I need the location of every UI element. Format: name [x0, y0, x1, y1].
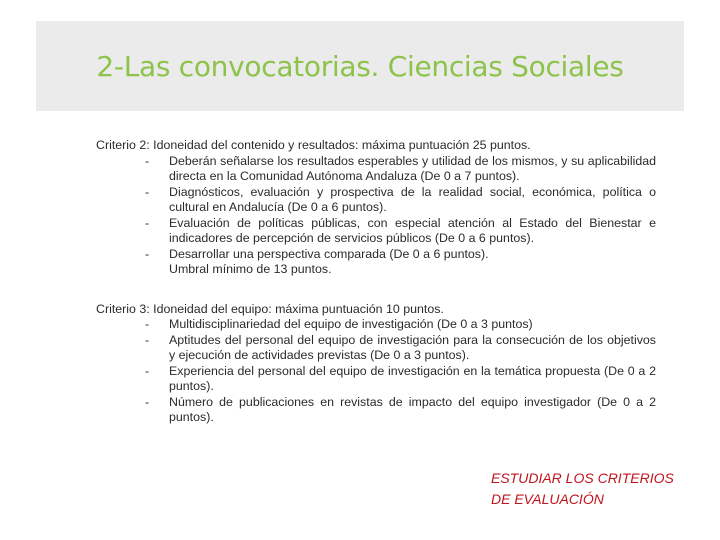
list-item	[96, 395, 656, 426]
list-item	[96, 364, 656, 395]
dash-bullet: -	[145, 332, 150, 347]
slide-title: 2-Las convocatorias. Ciencias Sociales	[96, 49, 624, 83]
list-item	[96, 317, 656, 333]
list-item	[96, 185, 656, 216]
list-item	[96, 247, 656, 263]
list-item	[96, 333, 656, 364]
title-band	[36, 21, 684, 111]
list-item-text: Aptitudes del personal del equipo de investigación para la consecución de los objetivos y ejecución de actividades previstas (De 0 a 3 puntos).	[169, 332, 656, 362]
dash-bullet: -	[145, 394, 150, 409]
dash-bullet: -	[145, 363, 150, 378]
criteria-document	[96, 138, 656, 426]
list-item-text: Diagnósticos, evaluación y prospectiva de la realidad social, económica, política o cultural en Andalucía (De 0 a 6 puntos).	[169, 184, 656, 214]
note-line-2: DE EVALUACIÓN	[491, 491, 604, 507]
list-item	[96, 216, 656, 247]
note-line-1: ESTUDIAR LOS CRITERIOS	[491, 470, 674, 486]
dash-bullet: -	[145, 153, 150, 168]
list-item-text: Número de publicaciones en revistas de impacto del equipo investigador (De 0 a 2 puntos).	[169, 394, 656, 424]
list-item-text: Evaluación de políticas públicas, con especial atención al Estado del Bienestar e indicadores de percepción de servicios públicos (De 0 a 6 puntos).	[169, 215, 656, 245]
dash-bullet: -	[145, 184, 150, 199]
criterio-2-list	[96, 154, 656, 263]
list-item	[96, 154, 656, 185]
list-item-text: Deberán señalarse los resultados esperables y utilidad de los mismos, y su aplicabilidad directa en la Comunidad Autónoma Andaluza (De 0 a 7 puntos).	[169, 153, 656, 183]
criterio-3-list	[96, 317, 656, 426]
list-item-text: Multidisciplinariedad del equipo de investigación (De 0 a 3 puntos)	[169, 317, 533, 331]
dash-bullet: -	[145, 246, 150, 261]
list-item-text: Desarrollar una perspectiva comparada (De 0 a 6 puntos).	[169, 246, 489, 261]
evaluation-note	[491, 468, 691, 510]
criterio-2-threshold: Umbral mínimo de 13 puntos.	[169, 262, 332, 276]
dash-bullet: -	[145, 317, 150, 331]
criterio-2-heading: Criterio 2: Idoneidad del contenido y resultados: máxima puntuación 25 puntos.	[96, 138, 531, 152]
section-spacer	[96, 278, 656, 302]
criterio-3-heading: Criterio 3: Idoneidad del equipo: máxima puntuación 10 puntos.	[96, 301, 444, 316]
dash-bullet: -	[145, 215, 150, 230]
list-item-text: Experiencia del personal del equipo de investigación en la temática propuesta (De 0 a 2 puntos).	[169, 363, 656, 393]
